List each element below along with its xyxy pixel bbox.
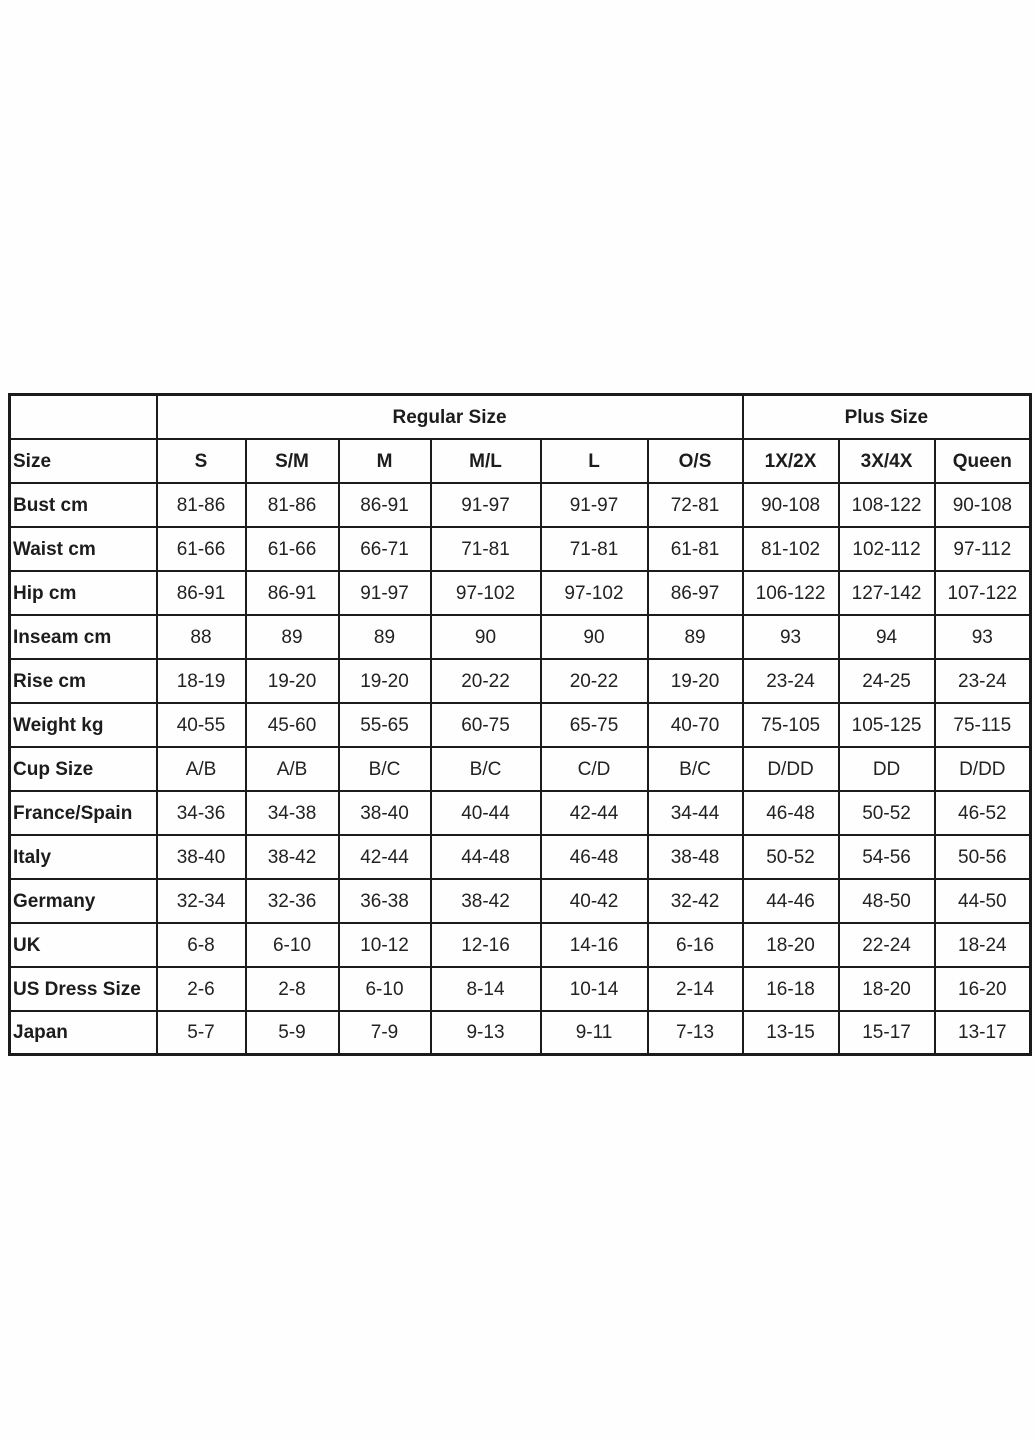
cell: 34-38 (246, 791, 339, 835)
cell: 12-16 (431, 923, 541, 967)
cell: 40-55 (157, 703, 246, 747)
cell: 97-102 (431, 571, 541, 615)
cell: 6-8 (157, 923, 246, 967)
cell: 9-13 (431, 1011, 541, 1055)
table-row (10, 1011, 1031, 1055)
cell: 108-122 (839, 483, 935, 527)
cell: 86-91 (246, 571, 339, 615)
cell: 48-50 (839, 879, 935, 923)
cell: 81-102 (743, 527, 839, 571)
cell: 81-86 (246, 483, 339, 527)
cell: 45-60 (246, 703, 339, 747)
cell: 61-66 (246, 527, 339, 571)
table-row (10, 835, 1031, 879)
row-label: US Dress Size (10, 967, 157, 1011)
cell: 14-16 (541, 923, 648, 967)
cell: 46-48 (541, 835, 648, 879)
cell: 55-65 (339, 703, 431, 747)
cell: 6-16 (648, 923, 743, 967)
regular-size-group-header: Regular Size (157, 395, 743, 439)
cell: 38-40 (339, 791, 431, 835)
cell: 40-42 (541, 879, 648, 923)
row-label: Weight kg (10, 703, 157, 747)
cell: 24-25 (839, 659, 935, 703)
cell: 61-81 (648, 527, 743, 571)
column-header-l: L (541, 439, 648, 483)
cell: 32-34 (157, 879, 246, 923)
table-row (10, 659, 1031, 703)
cell: B/C (648, 747, 743, 791)
cell: 54-56 (839, 835, 935, 879)
column-header-1x-2x: 1X/2X (743, 439, 839, 483)
row-label: France/Spain (10, 791, 157, 835)
cell: 61-66 (157, 527, 246, 571)
cell: 40-70 (648, 703, 743, 747)
cell: 16-18 (743, 967, 839, 1011)
cell: 5-9 (246, 1011, 339, 1055)
cell: 90-108 (935, 483, 1031, 527)
cell: 66-71 (339, 527, 431, 571)
cell: 65-75 (541, 703, 648, 747)
row-label: Bust cm (10, 483, 157, 527)
group-header-row (10, 395, 1031, 439)
cell: 97-102 (541, 571, 648, 615)
cell: 86-91 (339, 483, 431, 527)
cell: 20-22 (431, 659, 541, 703)
cell: 38-40 (157, 835, 246, 879)
cell: 94 (839, 615, 935, 659)
cell: 9-11 (541, 1011, 648, 1055)
table-row (10, 571, 1031, 615)
column-header-m: M (339, 439, 431, 483)
cell: 19-20 (648, 659, 743, 703)
cell: 8-14 (431, 967, 541, 1011)
cell: 93 (935, 615, 1031, 659)
table-row (10, 615, 1031, 659)
plus-size-group-header: Plus Size (743, 395, 1031, 439)
cell: 34-36 (157, 791, 246, 835)
cell: 89 (246, 615, 339, 659)
cell: 38-48 (648, 835, 743, 879)
cell: 10-14 (541, 967, 648, 1011)
cell: A/B (246, 747, 339, 791)
cell: 42-44 (541, 791, 648, 835)
cell: B/C (339, 747, 431, 791)
cell: 102-112 (839, 527, 935, 571)
cell: 71-81 (431, 527, 541, 571)
cell: 18-20 (839, 967, 935, 1011)
size-chart-container (8, 393, 1032, 1056)
cell: 10-12 (339, 923, 431, 967)
cell: 2-14 (648, 967, 743, 1011)
cell: 46-48 (743, 791, 839, 835)
column-header-o-s: O/S (648, 439, 743, 483)
cell: 20-22 (541, 659, 648, 703)
cell: 13-15 (743, 1011, 839, 1055)
cell: 91-97 (431, 483, 541, 527)
table-row (10, 747, 1031, 791)
cell: 107-122 (935, 571, 1031, 615)
cell: B/C (431, 747, 541, 791)
row-label: Inseam cm (10, 615, 157, 659)
row-label: Japan (10, 1011, 157, 1055)
row-label: Germany (10, 879, 157, 923)
cell: 106-122 (743, 571, 839, 615)
size-row-label: Size (10, 439, 157, 483)
cell: 46-52 (935, 791, 1031, 835)
cell: 32-42 (648, 879, 743, 923)
cell: 32-36 (246, 879, 339, 923)
cell: 90-108 (743, 483, 839, 527)
column-header-row (10, 439, 1031, 483)
cell: 7-9 (339, 1011, 431, 1055)
cell: D/DD (743, 747, 839, 791)
table-row (10, 923, 1031, 967)
cell: 38-42 (246, 835, 339, 879)
cell: 75-115 (935, 703, 1031, 747)
row-label: Italy (10, 835, 157, 879)
size-chart-table (8, 393, 1032, 1056)
cell: C/D (541, 747, 648, 791)
cell: 34-44 (648, 791, 743, 835)
cell: 72-81 (648, 483, 743, 527)
cell: 7-13 (648, 1011, 743, 1055)
cell: 15-17 (839, 1011, 935, 1055)
cell: 97-112 (935, 527, 1031, 571)
cell: 60-75 (431, 703, 541, 747)
table-row (10, 967, 1031, 1011)
cell: 19-20 (339, 659, 431, 703)
cell: 13-17 (935, 1011, 1031, 1055)
cell: D/DD (935, 747, 1031, 791)
cell: 91-97 (541, 483, 648, 527)
row-label: Waist cm (10, 527, 157, 571)
cell: 6-10 (339, 967, 431, 1011)
cell: 18-24 (935, 923, 1031, 967)
table-row (10, 483, 1031, 527)
corner-cell (10, 395, 157, 439)
cell: 23-24 (743, 659, 839, 703)
row-label: Hip cm (10, 571, 157, 615)
cell: 16-20 (935, 967, 1031, 1011)
cell: 18-20 (743, 923, 839, 967)
cell: 36-38 (339, 879, 431, 923)
cell: 44-48 (431, 835, 541, 879)
cell: 81-86 (157, 483, 246, 527)
column-header-queen: Queen (935, 439, 1031, 483)
cell: 23-24 (935, 659, 1031, 703)
table-row (10, 527, 1031, 571)
cell: 44-50 (935, 879, 1031, 923)
cell: 89 (648, 615, 743, 659)
column-header-s-m: S/M (246, 439, 339, 483)
cell: 50-52 (743, 835, 839, 879)
cell: A/B (157, 747, 246, 791)
row-label: Rise cm (10, 659, 157, 703)
cell: 71-81 (541, 527, 648, 571)
cell: DD (839, 747, 935, 791)
cell: 50-52 (839, 791, 935, 835)
cell: 86-97 (648, 571, 743, 615)
table-row (10, 703, 1031, 747)
cell: 90 (541, 615, 648, 659)
cell: 91-97 (339, 571, 431, 615)
cell: 127-142 (839, 571, 935, 615)
cell: 89 (339, 615, 431, 659)
cell: 88 (157, 615, 246, 659)
cell: 90 (431, 615, 541, 659)
table-body (10, 483, 1031, 1055)
cell: 93 (743, 615, 839, 659)
column-header-3x-4x: 3X/4X (839, 439, 935, 483)
table-row (10, 879, 1031, 923)
table-row (10, 791, 1031, 835)
row-label: Cup Size (10, 747, 157, 791)
cell: 18-19 (157, 659, 246, 703)
column-header-m-l: M/L (431, 439, 541, 483)
cell: 50-56 (935, 835, 1031, 879)
cell: 86-91 (157, 571, 246, 615)
cell: 2-8 (246, 967, 339, 1011)
cell: 6-10 (246, 923, 339, 967)
column-header-s: S (157, 439, 246, 483)
cell: 19-20 (246, 659, 339, 703)
row-label: UK (10, 923, 157, 967)
cell: 105-125 (839, 703, 935, 747)
cell: 75-105 (743, 703, 839, 747)
cell: 38-42 (431, 879, 541, 923)
cell: 40-44 (431, 791, 541, 835)
cell: 22-24 (839, 923, 935, 967)
cell: 44-46 (743, 879, 839, 923)
cell: 2-6 (157, 967, 246, 1011)
cell: 42-44 (339, 835, 431, 879)
cell: 5-7 (157, 1011, 246, 1055)
